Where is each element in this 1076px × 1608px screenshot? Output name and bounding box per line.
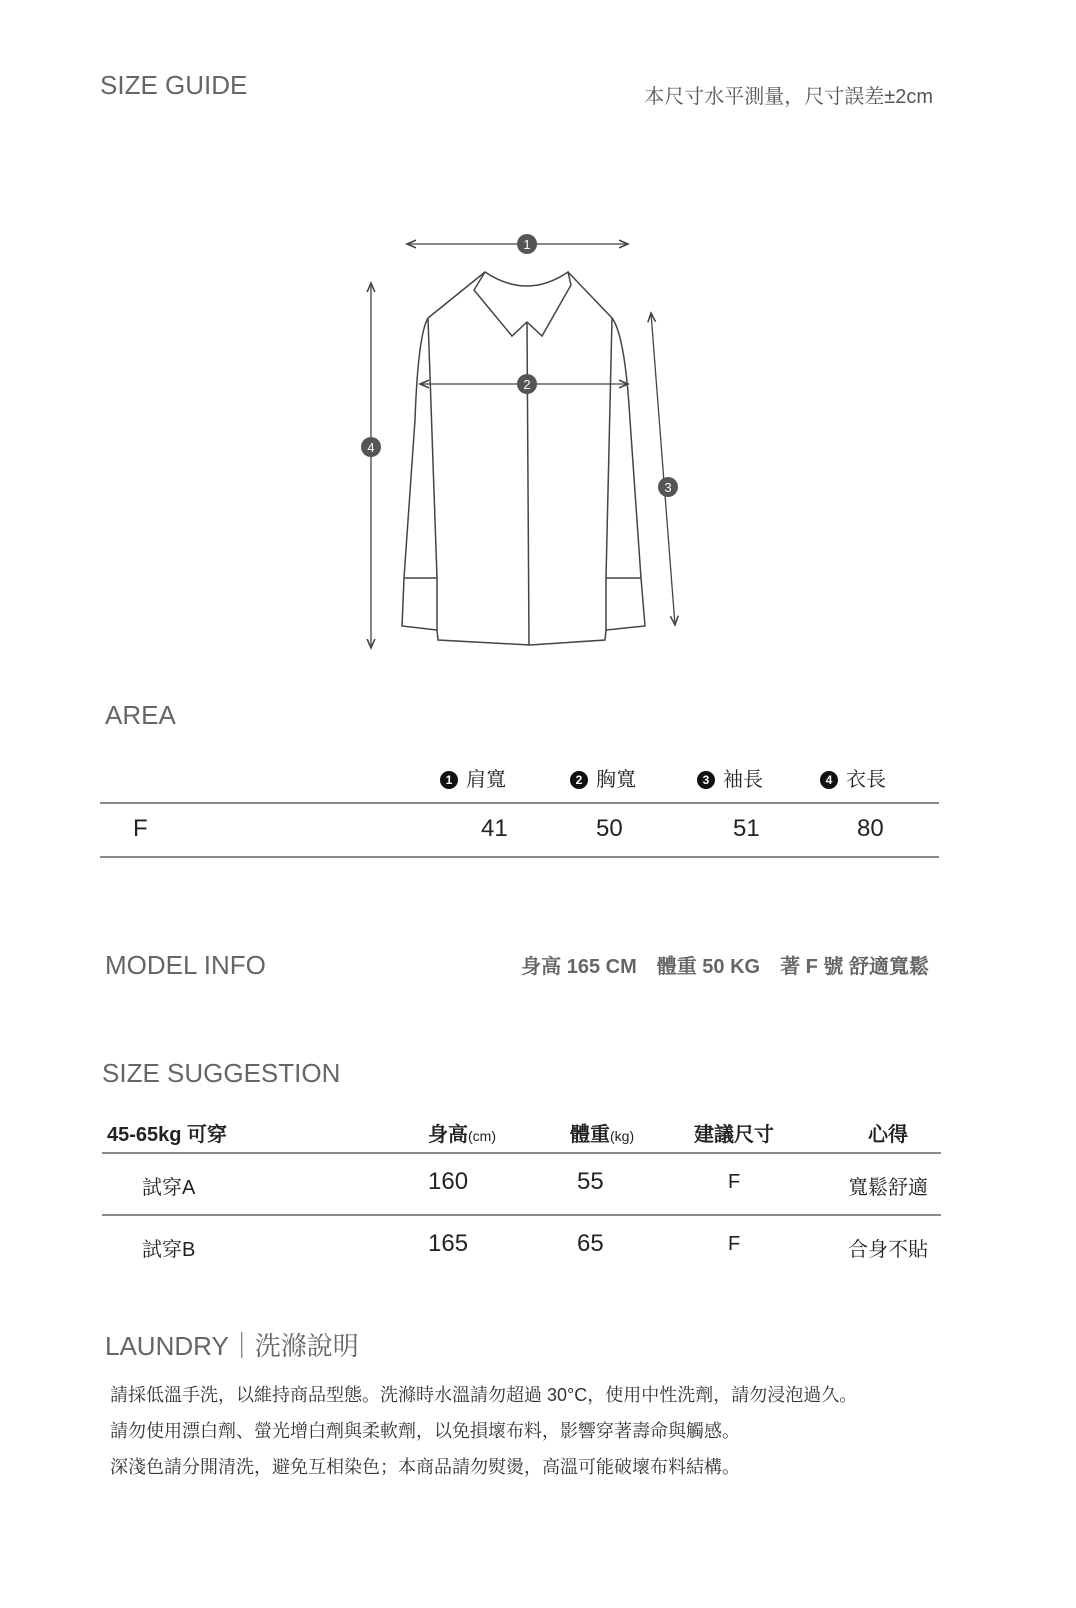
col-length: 4 衣長 — [820, 763, 886, 792]
size-suggestion-title: SIZE SUGGESTION — [102, 1058, 341, 1088]
row-height: 165 — [428, 1230, 469, 1257]
sleeve-arrow — [651, 313, 675, 625]
shirt-diagram — [0, 0, 1076, 700]
laundry-line: 請勿使用漂白劑、螢光增白劑與柔軟劑，以免損壞布料，影響穿著壽命與觸感。 — [110, 1421, 740, 1441]
col-sleeve: 3 袖長 — [697, 763, 763, 792]
val-sleeve: 51 — [733, 815, 760, 842]
marker-2: 2 — [523, 377, 531, 392]
hdr-height: 身高(cm) — [428, 1124, 496, 1146]
laundry-title: LAUNDRY｜洗滌說明 — [105, 1331, 359, 1361]
hdr-size: 建議尺寸 — [694, 1124, 774, 1146]
val-chest: 50 — [596, 815, 623, 842]
marker-4: 4 — [367, 440, 375, 455]
laundry-line: 深淺色請分開清洗，避免互相染色；本商品請勿熨燙，高溫可能破壞布料結構。 — [110, 1457, 740, 1477]
divider — [102, 1152, 941, 1154]
weight-range: 45-65kg 可穿 — [107, 1124, 228, 1146]
size-f: F — [133, 815, 148, 842]
val-length: 80 — [857, 815, 884, 842]
row-weight: 55 — [577, 1168, 604, 1195]
marker-1: 1 — [523, 237, 531, 252]
laundry-text — [110, 1377, 857, 1485]
hdr-comment: 心得 — [868, 1124, 908, 1146]
shirt-outline — [402, 272, 645, 645]
col-chest: 2 胸寬 — [570, 763, 636, 792]
divider — [100, 802, 939, 804]
area-title: AREA — [105, 700, 176, 730]
divider — [102, 1214, 941, 1216]
size-guide-title: SIZE GUIDE — [100, 70, 248, 100]
divider — [100, 856, 939, 858]
row-name: 試穿B — [142, 1239, 196, 1261]
row-comment: 合身不貼 — [848, 1239, 928, 1261]
row-comment: 寬鬆舒適 — [848, 1177, 928, 1199]
row-size: F — [728, 1233, 741, 1255]
model-info-title: MODEL INFO — [105, 950, 266, 980]
hdr-weight: 體重(kg) — [570, 1124, 635, 1146]
row-name: 試穿A — [142, 1177, 196, 1199]
col-shoulder: 1 肩寬 — [440, 763, 506, 792]
val-shoulder: 41 — [481, 815, 508, 842]
marker-3: 3 — [664, 480, 672, 495]
model-info-text: 身高 165 CM 體重 50 KG 著 F 號 舒適寬鬆 — [521, 956, 929, 978]
row-size: F — [728, 1171, 741, 1193]
measurement-note: 本尺寸水平測量，尺寸誤差±2cm — [644, 86, 933, 108]
laundry-line: 請採低溫手洗，以維持商品型態。洗滌時水溫請勿超過 30°C，使用中性洗劑，請勿浸泡過久。 — [110, 1385, 858, 1405]
row-height: 160 — [428, 1168, 469, 1195]
row-weight: 65 — [577, 1230, 604, 1257]
